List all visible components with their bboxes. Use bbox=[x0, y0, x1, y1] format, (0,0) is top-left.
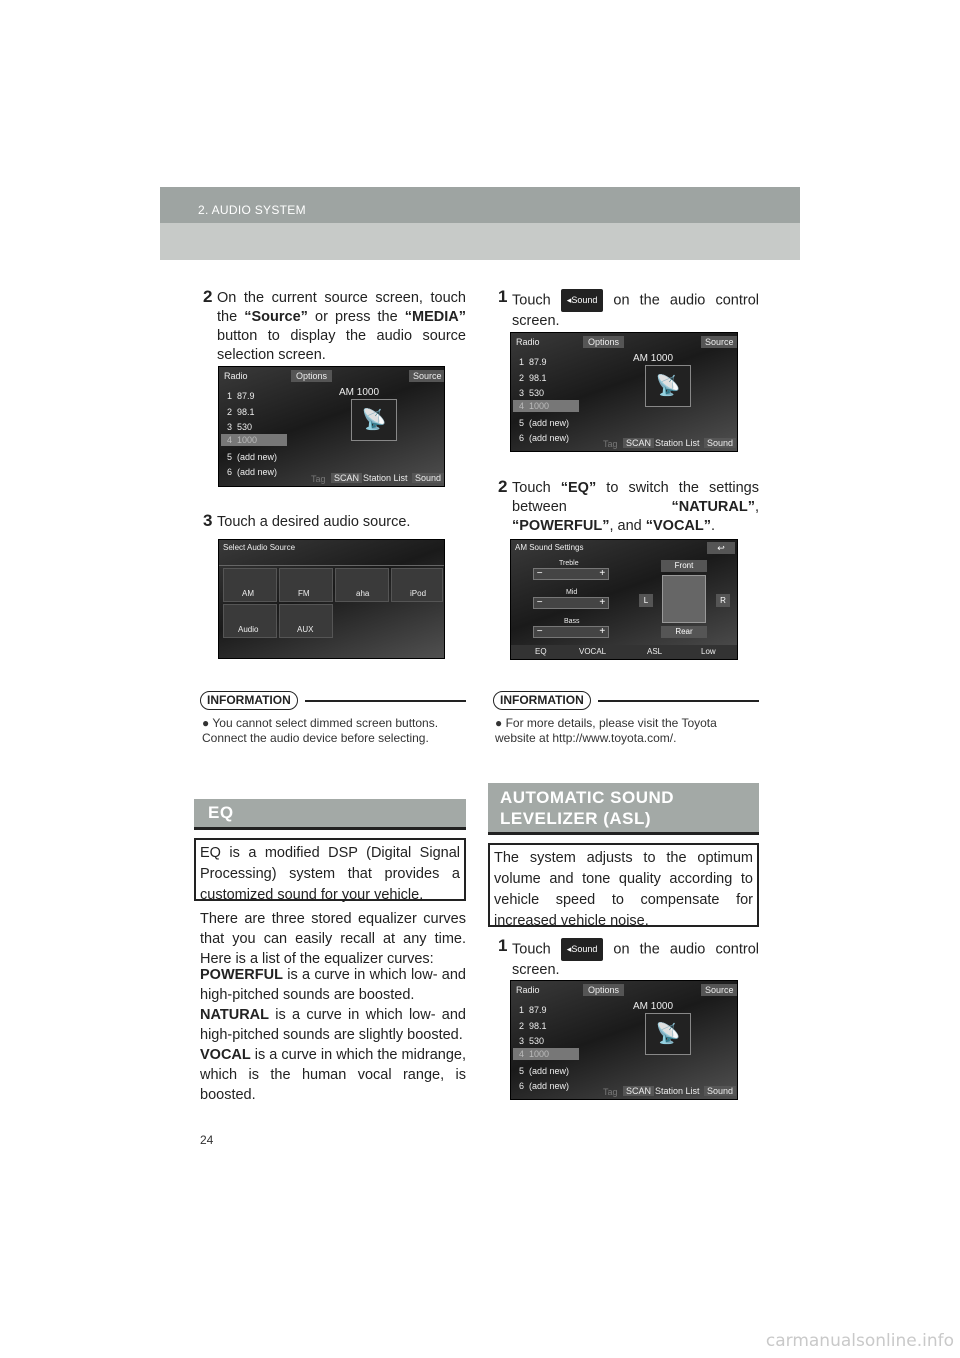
preset-value: 1000 bbox=[237, 435, 258, 445]
source-term: “Source” bbox=[244, 309, 308, 325]
step-number: 2 bbox=[203, 287, 213, 306]
radio-title: Radio bbox=[516, 337, 540, 347]
watermark: carmanualsonline.info bbox=[765, 1331, 954, 1351]
preset-value: (add new) bbox=[237, 467, 278, 477]
preset-3[interactable] bbox=[519, 388, 544, 398]
step-text: Touch bbox=[512, 292, 561, 309]
preset-3[interactable] bbox=[227, 422, 252, 432]
preset-value: (add new) bbox=[529, 433, 570, 443]
source-ipod[interactable] bbox=[391, 568, 443, 602]
preset-3[interactable] bbox=[519, 1036, 544, 1046]
preset-value: 1000 bbox=[529, 401, 550, 411]
step-text: . bbox=[711, 518, 716, 534]
station-list-button[interactable]: Station List bbox=[655, 438, 700, 448]
preset-2[interactable] bbox=[519, 1021, 547, 1031]
definition: is a curve in which low- and high-pitched sounds are boosted. bbox=[200, 967, 466, 1003]
bass-slider[interactable]: − + bbox=[534, 626, 608, 637]
source-label: Audio bbox=[238, 625, 259, 634]
step-text: Touch a desired audio source. bbox=[217, 514, 411, 530]
preset-value: 530 bbox=[529, 1036, 545, 1046]
information-label: INFORMATION bbox=[200, 691, 298, 710]
preset-4[interactable] bbox=[221, 434, 287, 446]
information-text: For more details, please visit the Toyota website at http://www.toyota.com/. bbox=[495, 716, 717, 745]
information-label: INFORMATION bbox=[493, 691, 591, 710]
source-aha[interactable] bbox=[335, 568, 389, 602]
page-number: 24 bbox=[200, 1133, 214, 1147]
preset-num: 2 bbox=[519, 1021, 525, 1031]
eq-curves-intro: There are three stored equalizer curves that you can easily recall at any time. Here is a list of the equalizer curves: bbox=[200, 911, 466, 967]
sound-label: Sound bbox=[571, 944, 598, 954]
source-label: AUX bbox=[297, 625, 314, 634]
preset-4[interactable] bbox=[513, 1048, 579, 1060]
source-screen-title: Select Audio Source bbox=[223, 543, 296, 552]
right-button[interactable] bbox=[716, 594, 730, 607]
step-2-eq bbox=[498, 477, 759, 536]
preset-value: 98.1 bbox=[529, 1021, 547, 1031]
source-am[interactable] bbox=[223, 568, 277, 602]
station-label: AM 1000 bbox=[633, 1001, 674, 1012]
antenna-icon: 📡 bbox=[645, 1013, 691, 1055]
asl-value: Low bbox=[701, 647, 716, 656]
step-text: , bbox=[754, 499, 759, 515]
sound-label: Sound bbox=[571, 295, 598, 305]
step-1-sound bbox=[498, 287, 759, 331]
preset-num: 6 bbox=[519, 433, 525, 443]
preset-value: 87.9 bbox=[529, 1005, 547, 1015]
preset-5[interactable] bbox=[227, 452, 277, 462]
front-label: Front bbox=[674, 561, 694, 570]
natural-definition bbox=[200, 1005, 466, 1045]
preset-1[interactable] bbox=[519, 1005, 547, 1015]
section-header bbox=[160, 187, 800, 260]
preset-value: 98.1 bbox=[237, 407, 255, 417]
station-label: AM 1000 bbox=[633, 353, 674, 364]
natural-term: “NATURAL” bbox=[671, 499, 755, 515]
vocal-term: “VOCAL” bbox=[645, 518, 711, 534]
radio-screen bbox=[510, 332, 738, 452]
term: VOCAL bbox=[200, 1047, 251, 1063]
information-rule bbox=[598, 700, 759, 702]
options-button[interactable]: Options bbox=[583, 336, 624, 348]
radio-title: Radio bbox=[224, 371, 248, 381]
station-label: AM 1000 bbox=[339, 387, 380, 398]
bass-label: Bass bbox=[564, 618, 580, 625]
antenna-icon: 📡 bbox=[645, 365, 691, 407]
preset-num: 5 bbox=[519, 1066, 525, 1076]
definition: is a curve in which low- and high-pitched sounds are slightly boosted. bbox=[200, 1007, 466, 1043]
scan-button[interactable]: SCAN bbox=[623, 1086, 654, 1096]
preset-num: 1 bbox=[519, 357, 525, 367]
preset-num: 5 bbox=[227, 452, 233, 462]
step-text: to switch the settings between bbox=[512, 480, 759, 515]
scan-button[interactable]: SCAN bbox=[331, 473, 362, 483]
antenna-icon: 📡 bbox=[351, 399, 397, 441]
preset-num: 1 bbox=[227, 391, 233, 401]
step-text: Touch bbox=[512, 941, 561, 958]
preset-num: 2 bbox=[519, 373, 525, 383]
source-label: iPod bbox=[410, 589, 427, 598]
preset-num: 6 bbox=[227, 467, 233, 477]
source-label: aha bbox=[356, 589, 370, 598]
radio-title: Radio bbox=[516, 985, 540, 995]
radio-screen bbox=[218, 366, 445, 487]
preset-2[interactable] bbox=[519, 373, 547, 383]
preset-value: 87.9 bbox=[529, 357, 547, 367]
audio-source-screen bbox=[218, 539, 445, 659]
step-3-select bbox=[203, 511, 466, 532]
step-text: button to display the audio source selection screen. bbox=[217, 328, 466, 363]
step-text: , and bbox=[609, 518, 646, 534]
preset-value: 530 bbox=[237, 422, 253, 432]
sound-settings-screen bbox=[510, 539, 738, 660]
tag-button[interactable]: Tag bbox=[603, 1087, 618, 1097]
preset-num: 4 bbox=[227, 435, 233, 445]
eq-term: “EQ” bbox=[560, 480, 597, 496]
tag-button[interactable]: Tag bbox=[603, 439, 618, 449]
seat-balance-icon bbox=[662, 575, 706, 623]
step-text: or press the bbox=[307, 309, 405, 325]
step-2-source bbox=[203, 287, 467, 365]
preset-6[interactable] bbox=[519, 433, 569, 443]
preset-num: 2 bbox=[227, 407, 233, 417]
step-text: on the audio control screen. bbox=[512, 292, 759, 329]
preset-value: (add new) bbox=[237, 452, 278, 462]
source-button[interactable]: Source bbox=[701, 984, 738, 996]
asl-description-box: The system adjusts to the optimum volume and tone quality according to vehicle speed to compensate for increased vehicle noise. bbox=[488, 843, 759, 927]
rear-button[interactable] bbox=[661, 626, 707, 638]
sound-button[interactable]: Sound bbox=[704, 438, 736, 448]
vocal-definition bbox=[200, 1045, 466, 1105]
right-label: R bbox=[720, 596, 726, 605]
eq-button[interactable]: EQ bbox=[535, 647, 547, 656]
preset-5[interactable] bbox=[519, 1066, 569, 1076]
scan-button[interactable]: SCAN bbox=[623, 438, 654, 448]
radio-screen bbox=[510, 980, 738, 1100]
step-text: On the current source screen, touch the bbox=[217, 290, 466, 325]
preset-num: 6 bbox=[519, 1081, 525, 1091]
powerful-definition bbox=[200, 965, 466, 1005]
preset-num: 4 bbox=[519, 401, 525, 411]
left-label: L bbox=[643, 596, 649, 605]
preset-value: 87.9 bbox=[237, 391, 255, 401]
step-number: 1 bbox=[498, 936, 508, 955]
preset-1[interactable] bbox=[227, 391, 255, 401]
eq-heading: EQ bbox=[194, 799, 466, 827]
preset-6[interactable] bbox=[519, 1081, 569, 1091]
source-bt-audio[interactable] bbox=[223, 604, 277, 638]
preset-num: 4 bbox=[519, 1049, 525, 1059]
tag-button[interactable]: Tag bbox=[311, 474, 326, 484]
step-text: Touch bbox=[512, 480, 561, 496]
source-label: AM bbox=[242, 589, 254, 598]
preset-value: 98.1 bbox=[529, 373, 547, 383]
preset-num: 3 bbox=[519, 1036, 525, 1046]
information-note: ● For more details, please visit the Toyota website at http://www.toyota.com/. bbox=[495, 716, 717, 745]
preset-num: 1 bbox=[519, 1005, 525, 1015]
information-rule bbox=[305, 700, 466, 702]
vocal-value: VOCAL bbox=[579, 647, 607, 656]
preset-4[interactable] bbox=[513, 400, 579, 412]
eq-heading-rule bbox=[194, 827, 466, 830]
powerful-term: “POWERFUL” bbox=[512, 518, 610, 534]
preset-6[interactable] bbox=[227, 467, 277, 477]
information-text: You cannot select dimmed screen buttons. Connect the audio device before selecting. bbox=[202, 716, 439, 745]
source-button[interactable]: Source bbox=[409, 370, 445, 382]
preset-2[interactable] bbox=[227, 407, 255, 417]
preset-value: 530 bbox=[529, 388, 545, 398]
source-aux[interactable] bbox=[279, 604, 333, 638]
asl-heading: AUTOMATIC SOUND LEVELIZER (ASL) bbox=[488, 783, 759, 832]
eq-description-box: EQ is a modified DSP (Digital Signal Processing) system that provides a customized sound for your vehicle. bbox=[194, 838, 466, 901]
front-button[interactable] bbox=[661, 560, 707, 572]
treble-label: Treble bbox=[559, 560, 579, 567]
step-number: 2 bbox=[498, 477, 508, 496]
left-button[interactable] bbox=[639, 594, 653, 607]
preset-value: (add new) bbox=[529, 418, 570, 428]
mid-slider[interactable]: − + bbox=[534, 597, 608, 608]
term: POWERFUL bbox=[200, 967, 283, 983]
sound-button[interactable]: Sound bbox=[704, 1086, 736, 1096]
preset-5[interactable] bbox=[519, 418, 569, 428]
station-list-button[interactable]: Station List bbox=[655, 1086, 700, 1096]
section-title: 2. AUDIO SYSTEM bbox=[198, 203, 306, 217]
step-number: 3 bbox=[203, 511, 213, 530]
options-button[interactable]: Options bbox=[291, 370, 332, 382]
options-button[interactable]: Options bbox=[583, 984, 624, 996]
term: NATURAL bbox=[200, 1007, 269, 1023]
treble-slider[interactable]: − + bbox=[534, 568, 608, 579]
preset-num: 3 bbox=[519, 388, 525, 398]
sound-settings-title: AM Sound Settings bbox=[515, 543, 584, 552]
preset-value: (add new) bbox=[529, 1081, 570, 1091]
mid-label: Mid bbox=[566, 589, 578, 596]
divider bbox=[219, 565, 445, 566]
back-icon[interactable]: ↩ bbox=[707, 542, 735, 554]
sound-button[interactable]: Sound bbox=[412, 473, 444, 483]
media-term: “MEDIA” bbox=[404, 309, 467, 325]
sound-button-inline: ◂Sound bbox=[561, 938, 604, 961]
preset-1[interactable] bbox=[519, 357, 547, 367]
step-number: 1 bbox=[498, 287, 508, 306]
preset-value: (add new) bbox=[529, 1066, 570, 1076]
asl-heading-rule bbox=[488, 832, 759, 835]
sound-button-inline: ◂Sound bbox=[561, 289, 604, 312]
step-text: on the audio control screen. bbox=[512, 941, 759, 978]
step-1-sound-asl bbox=[498, 936, 759, 980]
preset-num: 3 bbox=[227, 422, 233, 432]
preset-value: 1000 bbox=[529, 1049, 550, 1059]
rear-label: Rear bbox=[675, 627, 693, 636]
definition: is a curve in which the midrange, which is the human vocal range, is boosted. bbox=[200, 1047, 466, 1103]
source-fm[interactable] bbox=[279, 568, 333, 602]
preset-num: 5 bbox=[519, 418, 525, 428]
source-button[interactable]: Source bbox=[701, 336, 738, 348]
source-label: FM bbox=[298, 589, 310, 598]
information-note: ● You cannot select dimmed screen buttons. Connect the audio device before selecting. bbox=[202, 716, 439, 745]
station-list-button[interactable]: Station List bbox=[363, 473, 408, 483]
asl-button[interactable]: ASL bbox=[647, 647, 663, 656]
